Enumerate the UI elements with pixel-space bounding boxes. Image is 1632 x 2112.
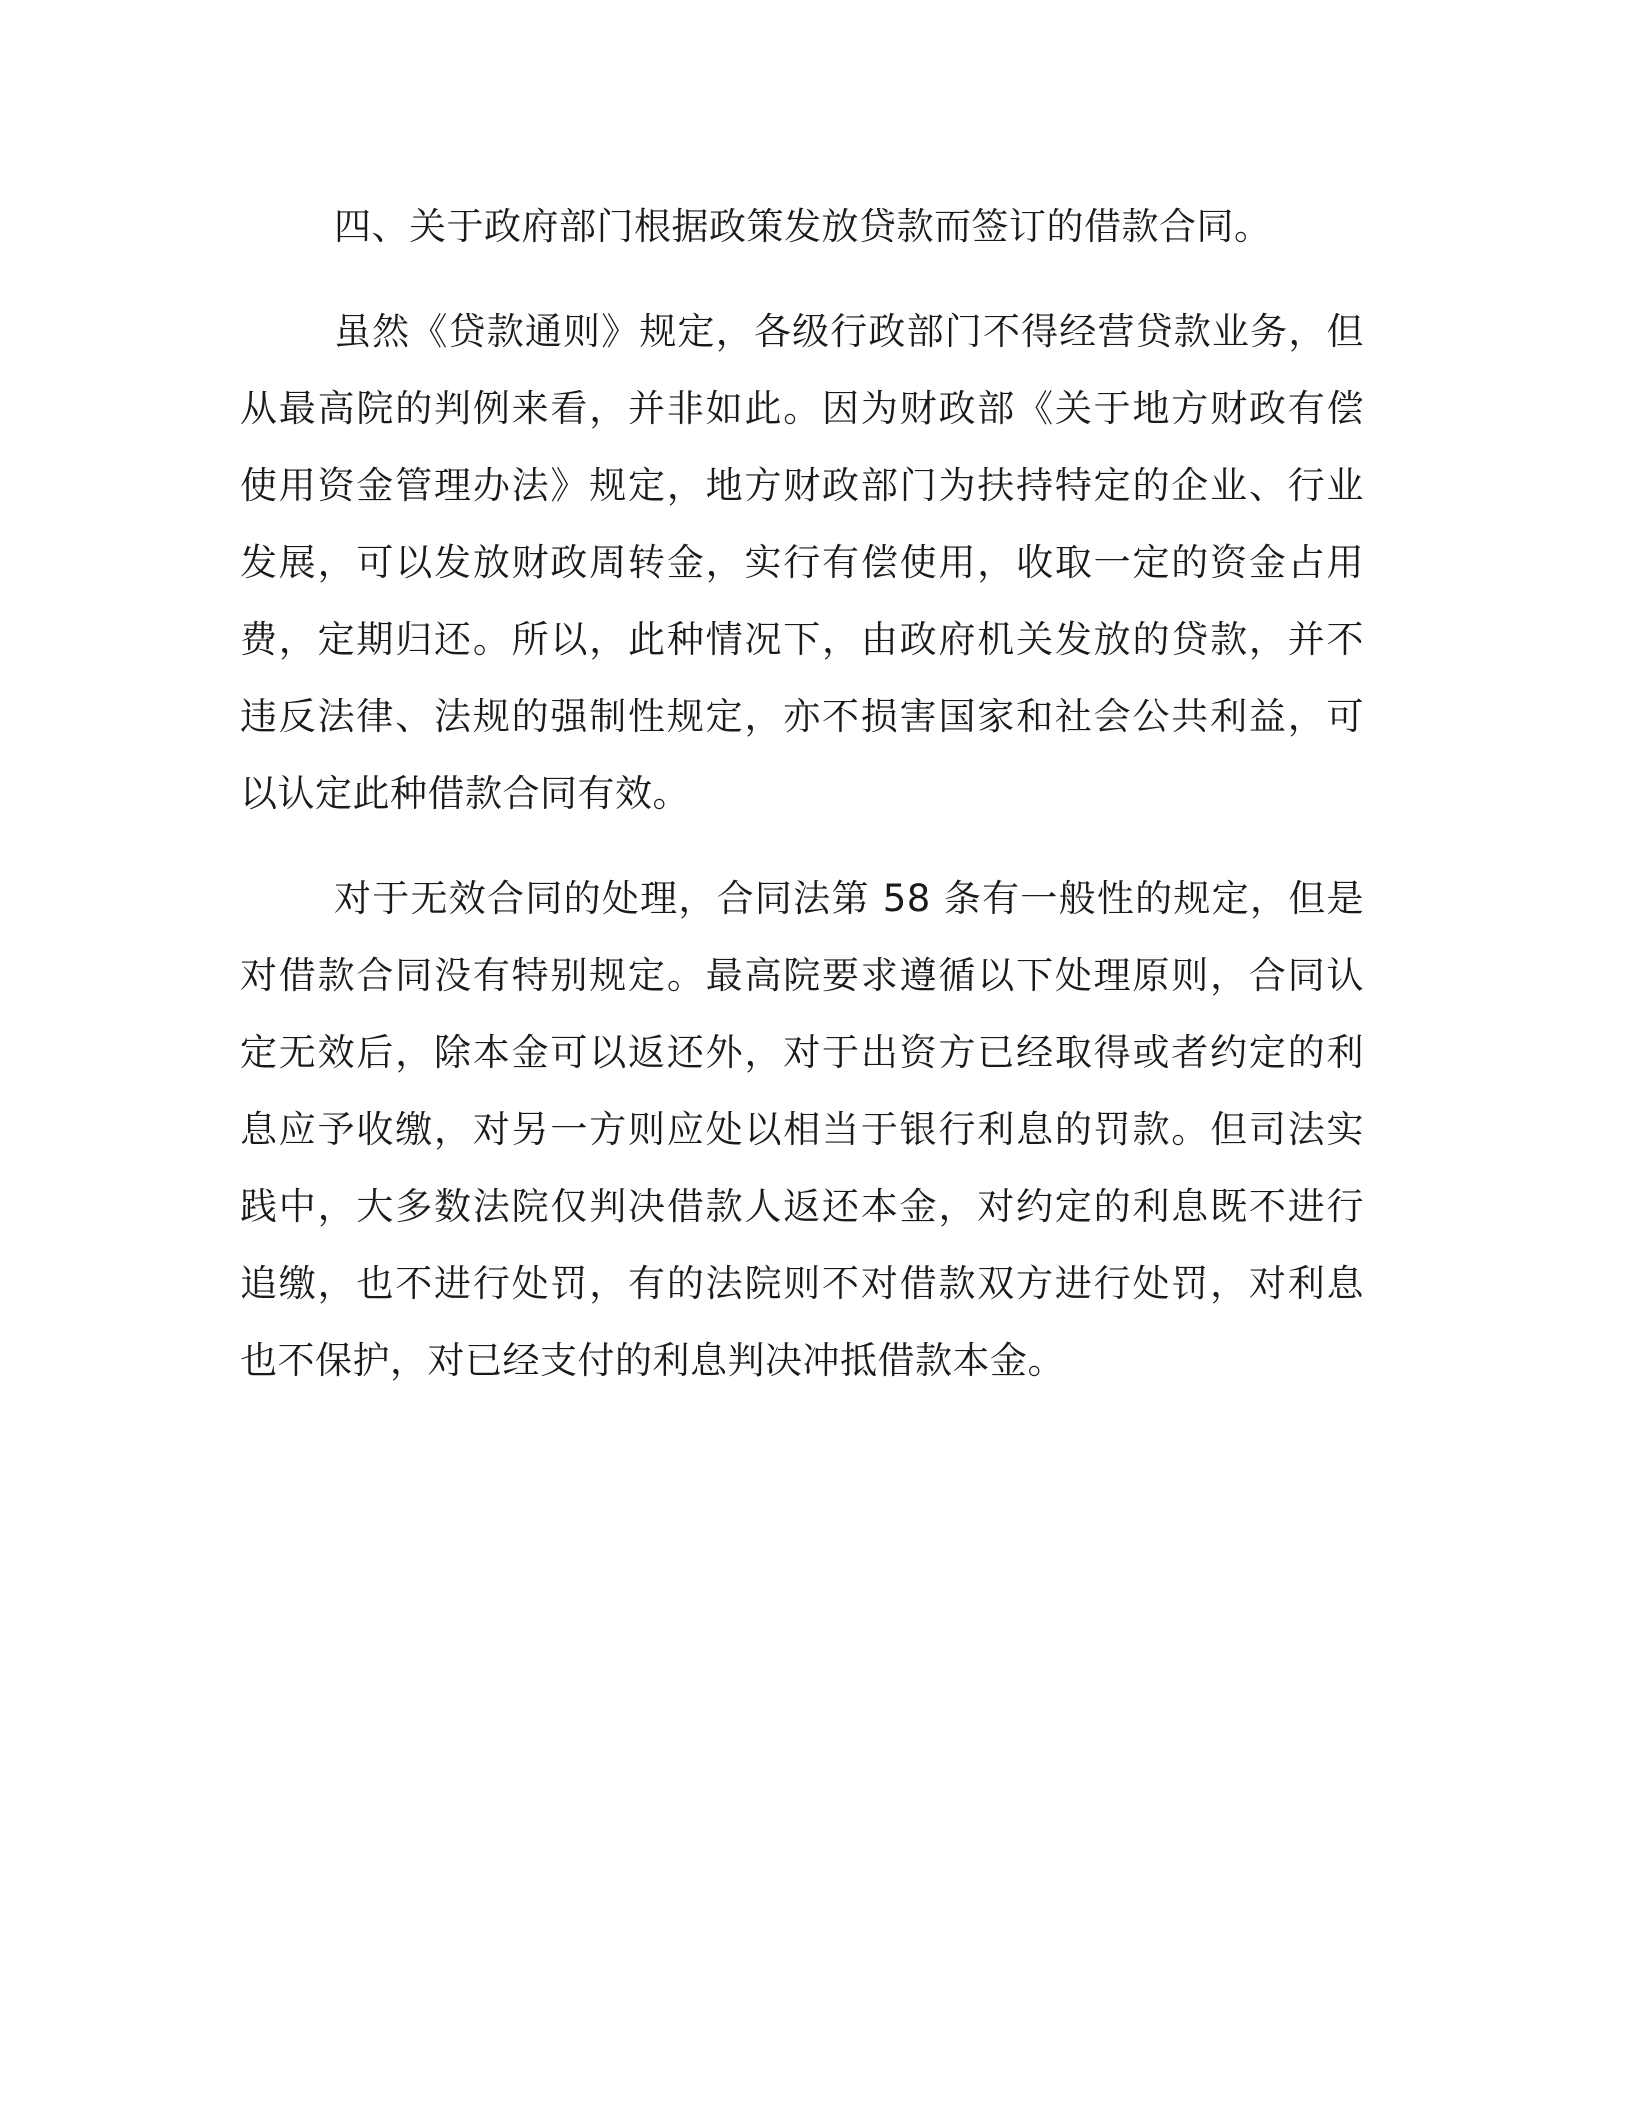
- section-heading: 四、关于政府部门根据政策发放贷款而签订的借款合同。: [334, 205, 1272, 248]
- paragraph-lending-rules: 虽然《贷款通则》规定，各级行政部门不得经营贷款业务，但从最高院的判例来看，并非如此。因为财政部《关于地方财政有偿使用资金管理办法》规定，地方财政部门为扶持特定的企业、行业发展，可以发放财政周转金，实行有偿使用，收取一定的资金占用费，定期归还。所以，此种情况下，由政府机关发放的贷款，并不违反法律、法规的强制性规定，亦不损害国家和社会公共利益，可以认定此种借款合同有效。: [240, 310, 1364, 815]
- document-body: [240, 188, 1364, 1427]
- paragraph-invalid-contract: 对于无效合同的处理，合同法第 58 条有一般性的规定，但是对借款合同没有特别规定。最高院要求遵循以下处理原则，合同认定无效后，除本金可以返还外，对于出资方已经取得或者约定的利息应予收缴，对另一方则应处以相当于银行利息的罚款。但司法实践中，大多数法院仅判决借款人返还本金，对约定的利息既不进行追缴，也不进行处罚，有的法院则不对借款双方进行处罚，对利息也不保护，对已经支付的利息判决冲抵借款本金。: [240, 877, 1364, 1382]
